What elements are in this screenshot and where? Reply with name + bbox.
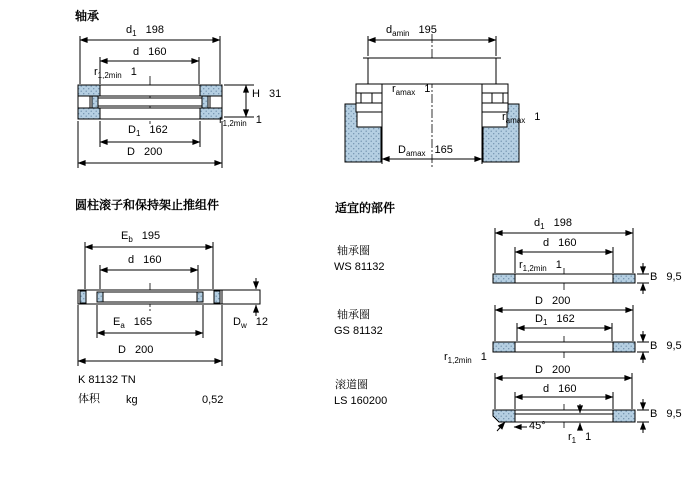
dim-r12min-top-label: $r_{1,2min}$ 1 (94, 66, 137, 81)
gs-dim-B-label: B 9,5 (650, 340, 682, 352)
part-type-gs: 轴承圈 (337, 309, 370, 321)
dim-Ea-label: $E_a$ 165 (113, 316, 153, 331)
ws-dim-r12min-label: $r_{1,2min}$ 1 (519, 259, 562, 274)
dim-D-assembly-label: D 200 (118, 344, 154, 356)
ls-dim-B-label: B 9,5 (650, 408, 682, 420)
dim-D1-label: $D_1$ 162 (128, 124, 168, 139)
ls-dim-D-label: D 200 (535, 364, 571, 376)
dim-Damax-label: $D_{amax}$ 165 (398, 144, 453, 159)
gs-dim-r12min-label: $r_{1,2min}$ 1 (444, 351, 487, 366)
dim-H-label: H 31 (252, 88, 282, 100)
ls-dim-r1-label: $r_1$ 1 (568, 431, 592, 446)
parts-section-title: 适宜的部件 (335, 201, 396, 215)
assembly-designation: K 81132 TN (78, 374, 136, 386)
ls-washer-drawing (493, 373, 649, 433)
part-code-gs: GS 81132 (334, 325, 383, 337)
mass-label: 体积 (78, 393, 100, 405)
dim-d-assembly-label: d 160 (128, 254, 162, 266)
ws-dim-B-label: B 9,5 (650, 271, 682, 283)
dim-d-label: d 160 (133, 46, 167, 58)
dim-d1-label: $d_1$ 198 (126, 24, 164, 39)
ws-dim-d-label: d 160 (543, 237, 577, 249)
mass-unit: kg (126, 394, 138, 406)
part-code-ws: WS 81132 (334, 261, 385, 273)
dim-D-label: D 200 (127, 146, 163, 158)
gs-dim-D1-label: $D_1$ 162 (535, 313, 575, 328)
dim-r12min-right-label: $r_{1,2min}$ 1 (219, 114, 262, 129)
ls-chamfer-label: 45° (529, 420, 546, 432)
part-type-ls: 滚道圈 (335, 379, 368, 391)
roller-cage-assembly-drawing (78, 242, 260, 366)
dim-Dw-label: $D_w$ 12 (233, 316, 268, 331)
gs-dim-D-label: D 200 (535, 295, 571, 307)
dim-Eb-label: $E_b$ 195 (121, 230, 161, 245)
ls-dim-d-label: d 160 (543, 383, 577, 395)
part-type-ws: 轴承圈 (337, 245, 370, 257)
assembly-section-title: 圆柱滚子和保持架止推组件 (75, 198, 220, 212)
mass-value: 0,52 (202, 394, 224, 406)
dim-damin-label: $d_{amin}$ 195 (386, 24, 437, 39)
dim-ramax-inner-label: $r_{amax}$ 1 (392, 83, 431, 98)
dim-ramax-side-label: $r_{amax}$ 1 (502, 111, 541, 126)
ws-dim-d1-label: $d_1$ 198 (534, 217, 572, 232)
part-code-ls: LS 160200 (334, 395, 388, 407)
bearing-section-title: 轴承 (75, 9, 100, 23)
